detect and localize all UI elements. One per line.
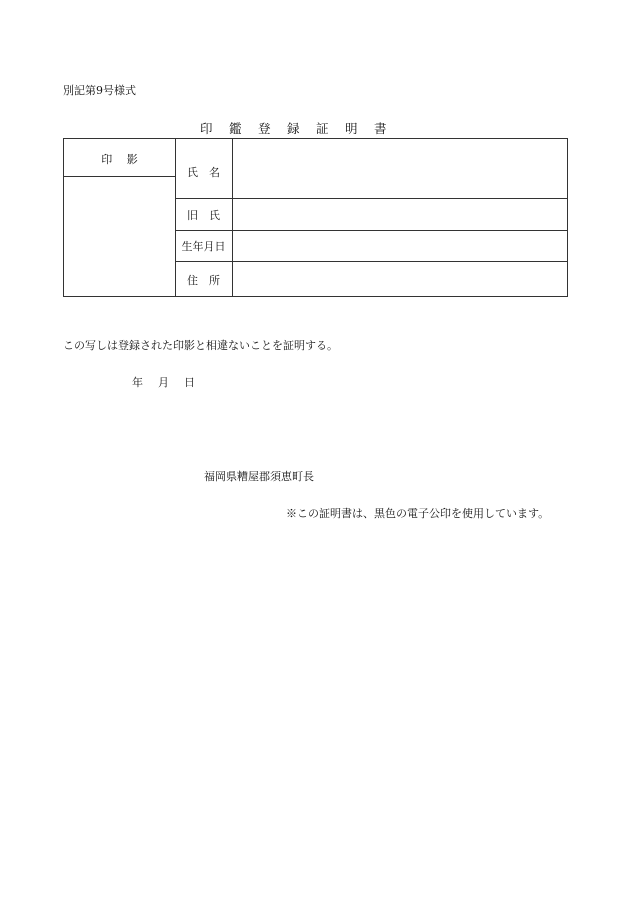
title-char: 印	[200, 121, 213, 136]
title-char: 明	[345, 121, 358, 136]
table-divider	[175, 198, 567, 199]
title-char: 書	[374, 121, 387, 136]
date-year: 年	[132, 376, 143, 389]
date-month: 月	[158, 376, 169, 389]
table-divider	[175, 261, 567, 262]
birthdate-label: 生年月日	[181, 240, 226, 253]
electronic-seal-note: ※この証明書は、黒色の電子公印を使用しています。	[286, 507, 550, 520]
name-label: 氏 名	[187, 166, 220, 179]
former-name-label: 旧 氏	[187, 209, 220, 222]
seal-registration-table	[63, 138, 568, 297]
seal-impression-label: 印 影	[101, 153, 138, 166]
title-char: 録	[287, 121, 300, 136]
table-divider	[232, 139, 233, 296]
title-char: 登	[258, 121, 271, 136]
date-day: 日	[184, 376, 195, 389]
table-divider	[175, 230, 567, 231]
document-title	[200, 119, 403, 137]
issue-date	[132, 374, 210, 390]
address-label: 住 所	[187, 274, 220, 287]
certification-statement: この写しは登録された印影と相違ないことを証明する。	[63, 339, 338, 352]
issuer-name: 福岡県糟屋郡須恵町長	[204, 470, 314, 483]
form-number: 別記第9号様式	[63, 84, 136, 97]
seal-impression-area	[64, 177, 175, 297]
title-char: 鑑	[229, 121, 242, 136]
title-char: 証	[316, 121, 329, 136]
